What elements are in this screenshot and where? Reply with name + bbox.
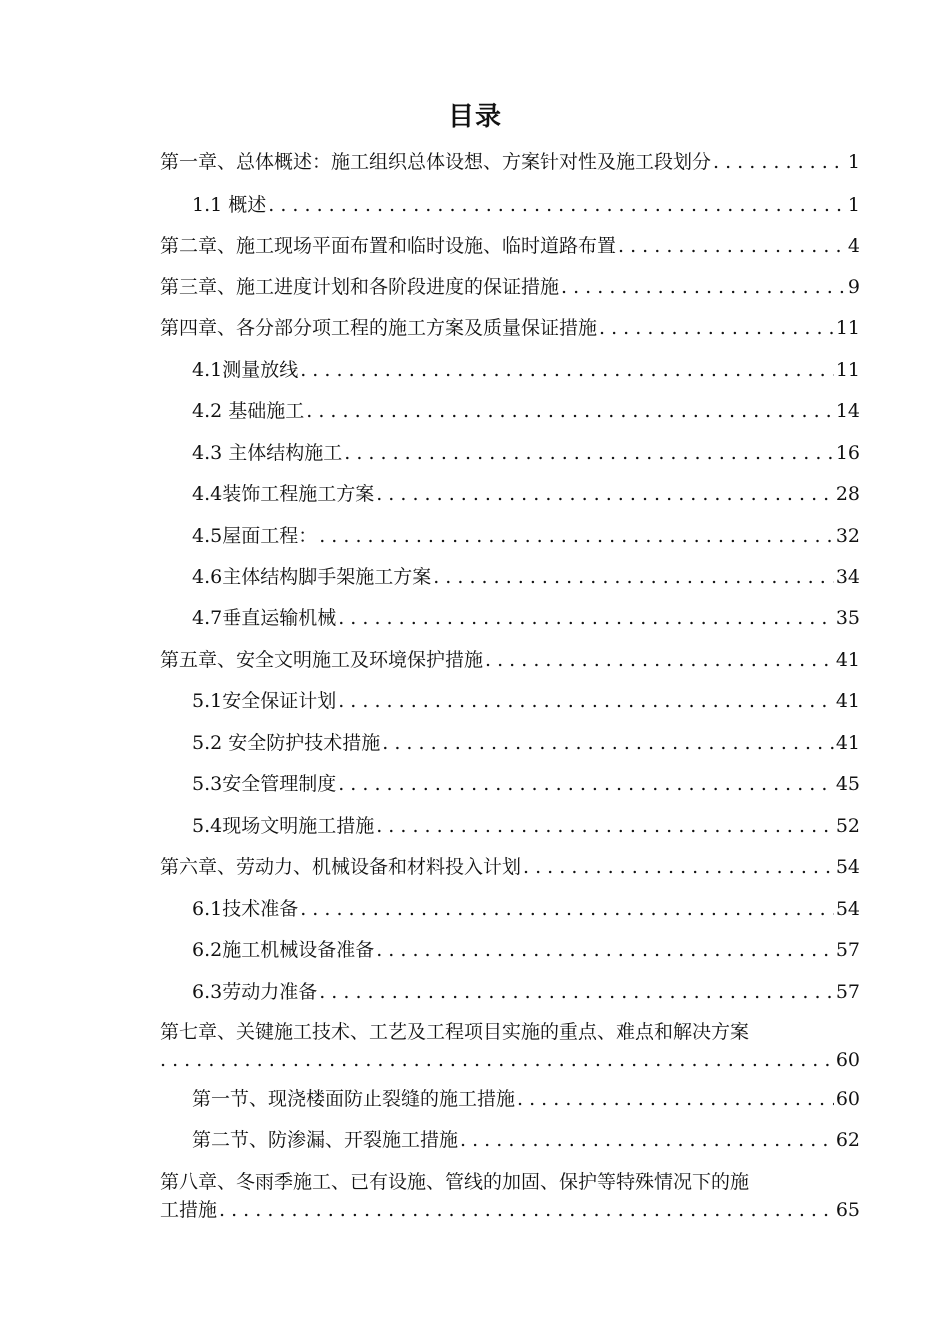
leader-dots xyxy=(338,689,834,713)
toc-entry-chapter-7[interactable] xyxy=(160,1020,860,1072)
toc-entry-page: 57 xyxy=(835,939,860,961)
toc-entry-section-6-1[interactable] xyxy=(192,897,860,921)
leader-dots xyxy=(485,648,834,672)
toc-entry-label: 6.3劳动力准备 xyxy=(192,981,318,1003)
leader-dots xyxy=(219,1198,834,1222)
toc-entry-label: 4.1测量放线 xyxy=(192,359,299,381)
toc-entry-label: 工措施 xyxy=(160,1199,218,1221)
toc-entry-chapter-2[interactable] xyxy=(160,234,860,258)
leader-dots xyxy=(306,399,834,423)
toc-entry-page: 14 xyxy=(835,400,860,422)
leader-dots xyxy=(268,193,846,217)
toc-entry-label: 第四章、各分部分项工程的施工方案及质量保证措施 xyxy=(160,317,598,339)
toc-entry-section-4-5[interactable] xyxy=(192,524,860,548)
toc-entry-label: 4.7垂直运输机械 xyxy=(192,607,337,629)
toc-entry-label: 第二节、防渗漏、开裂施工措施 xyxy=(192,1129,459,1151)
toc-entry-label: 第一节、现浇楼面防止裂缝的施工措施 xyxy=(192,1088,516,1110)
toc-entry-page: 41 xyxy=(835,690,860,712)
leader-dots xyxy=(599,316,834,340)
leader-dots xyxy=(344,441,834,465)
leader-dots xyxy=(319,524,834,548)
toc-entry-page: 32 xyxy=(835,525,860,547)
toc-entry-section-4-4[interactable] xyxy=(192,482,860,506)
leader-dots xyxy=(376,938,834,962)
toc-entry-label: 6.2施工机械设备准备 xyxy=(192,939,375,961)
toc-entry-chapter-3[interactable] xyxy=(160,275,860,299)
toc-entry-section-4-3[interactable] xyxy=(192,441,860,465)
leader-dots xyxy=(561,275,846,299)
leader-dots xyxy=(319,980,834,1004)
toc-entry-section-6-3[interactable] xyxy=(192,980,860,1004)
toc-entry-section-4-6[interactable] xyxy=(192,565,860,589)
toc-entry-page: 9 xyxy=(847,276,860,298)
toc-entry-chapter-6[interactable] xyxy=(160,855,860,879)
leader-dots xyxy=(713,150,846,174)
leader-dots xyxy=(338,772,834,796)
leader-dots xyxy=(433,565,834,589)
toc-entry-label: 5.4现场文明施工措施 xyxy=(192,815,375,837)
toc-entry-section-5-1[interactable] xyxy=(192,689,860,713)
toc-entry-label: 1.1 概述 xyxy=(192,194,267,216)
toc-entry-label: 6.1技术准备 xyxy=(192,898,299,920)
toc-entry-page: 1 xyxy=(847,151,860,173)
leader-dots xyxy=(338,606,834,630)
toc-entry-label: 第三章、施工进度计划和各阶段进度的保证措施 xyxy=(160,276,560,298)
toc-entry-page: 65 xyxy=(835,1199,860,1221)
toc-entry-section-5-3[interactable] xyxy=(192,772,860,796)
toc-entry-label-line1: 第七章、关键施工技术、工艺及工程项目实施的重点、难点和解决方案 xyxy=(160,1021,750,1043)
leader-dots xyxy=(618,234,846,258)
toc-entry-page: 54 xyxy=(835,856,860,878)
toc-entry-label: 5.3安全管理制度 xyxy=(192,773,337,795)
toc-entry-page: 11 xyxy=(835,317,860,339)
toc-entry-page: 34 xyxy=(835,566,860,588)
toc-entry-section-6-2[interactable] xyxy=(192,938,860,962)
toc-entry-label: 4.3 主体结构施工 xyxy=(192,442,343,464)
toc-entry-label: 4.2 基础施工 xyxy=(192,400,305,422)
toc-entry-section-4-1[interactable] xyxy=(192,358,860,382)
toc-entry-page: 62 xyxy=(835,1129,860,1151)
toc-entry-section-5-4[interactable] xyxy=(192,814,860,838)
toc-entry-section-1-1[interactable] xyxy=(192,193,860,217)
toc-entry-chapter-1[interactable] xyxy=(160,150,860,174)
toc-entry-section-5-2[interactable] xyxy=(192,731,860,755)
leader-dots xyxy=(160,1048,834,1072)
leader-dots xyxy=(382,731,834,755)
toc-entry-page: 11 xyxy=(835,359,860,381)
toc-entry-page: 16 xyxy=(835,442,860,464)
toc-entry-section-7-1[interactable] xyxy=(192,1087,860,1111)
leader-dots xyxy=(300,897,834,921)
toc-entry-label: 第二章、施工现场平面布置和临时设施、临时道路布置 xyxy=(160,235,617,257)
toc-entry-page: 60 xyxy=(835,1049,860,1071)
leader-dots xyxy=(523,855,834,879)
leader-dots xyxy=(517,1087,834,1111)
toc-entry-label: 5.2 安全防护技术措施 xyxy=(192,732,381,754)
toc-entry-page: 45 xyxy=(835,773,860,795)
toc-entry-label: 5.1安全保证计划 xyxy=(192,690,337,712)
toc-entry-label: 第六章、劳动力、机械设备和材料投入计划 xyxy=(160,856,522,878)
leader-dots xyxy=(376,482,834,506)
toc-entry-page: 41 xyxy=(835,732,860,754)
toc-entry-label: 4.6主体结构脚手架施工方案 xyxy=(192,566,432,588)
toc-entry-label: 4.4装饰工程施工方案 xyxy=(192,483,375,505)
toc-entry-page: 60 xyxy=(835,1088,860,1110)
toc-entry-page: 35 xyxy=(835,607,860,629)
toc-entry-section-7-2[interactable] xyxy=(192,1128,860,1152)
leader-dots xyxy=(300,358,834,382)
leader-dots xyxy=(376,814,834,838)
toc-entry-page: 54 xyxy=(835,898,860,920)
toc-entry-page: 1 xyxy=(847,194,860,216)
toc-entry-chapter-8[interactable] xyxy=(160,1170,860,1222)
toc-entry-section-4-2[interactable] xyxy=(192,399,860,423)
toc-entry-page: 57 xyxy=(835,981,860,1003)
toc-entry-chapter-5[interactable] xyxy=(160,648,860,672)
toc-entry-label-line1: 第八章、冬雨季施工、已有设施、管线的加固、保护等特殊情况下的施 xyxy=(160,1171,750,1193)
toc-entry-page: 4 xyxy=(847,235,860,257)
toc-entry-chapter-4[interactable] xyxy=(160,316,860,340)
toc-entry-page: 52 xyxy=(835,815,860,837)
page-title: 目录 xyxy=(447,102,502,132)
toc-entry-label: 第五章、安全文明施工及环境保护措施 xyxy=(160,649,484,671)
toc-entry-page: 28 xyxy=(835,483,860,505)
toc-entry-label: 第一章、总体概述：施工组织总体设想、方案针对性及施工段划分 xyxy=(160,151,712,173)
toc-entry-label: 4.5屋面工程： xyxy=(192,525,318,547)
toc-entry-page: 41 xyxy=(835,649,860,671)
toc-entry-section-4-7[interactable] xyxy=(192,606,860,630)
leader-dots xyxy=(460,1128,834,1152)
